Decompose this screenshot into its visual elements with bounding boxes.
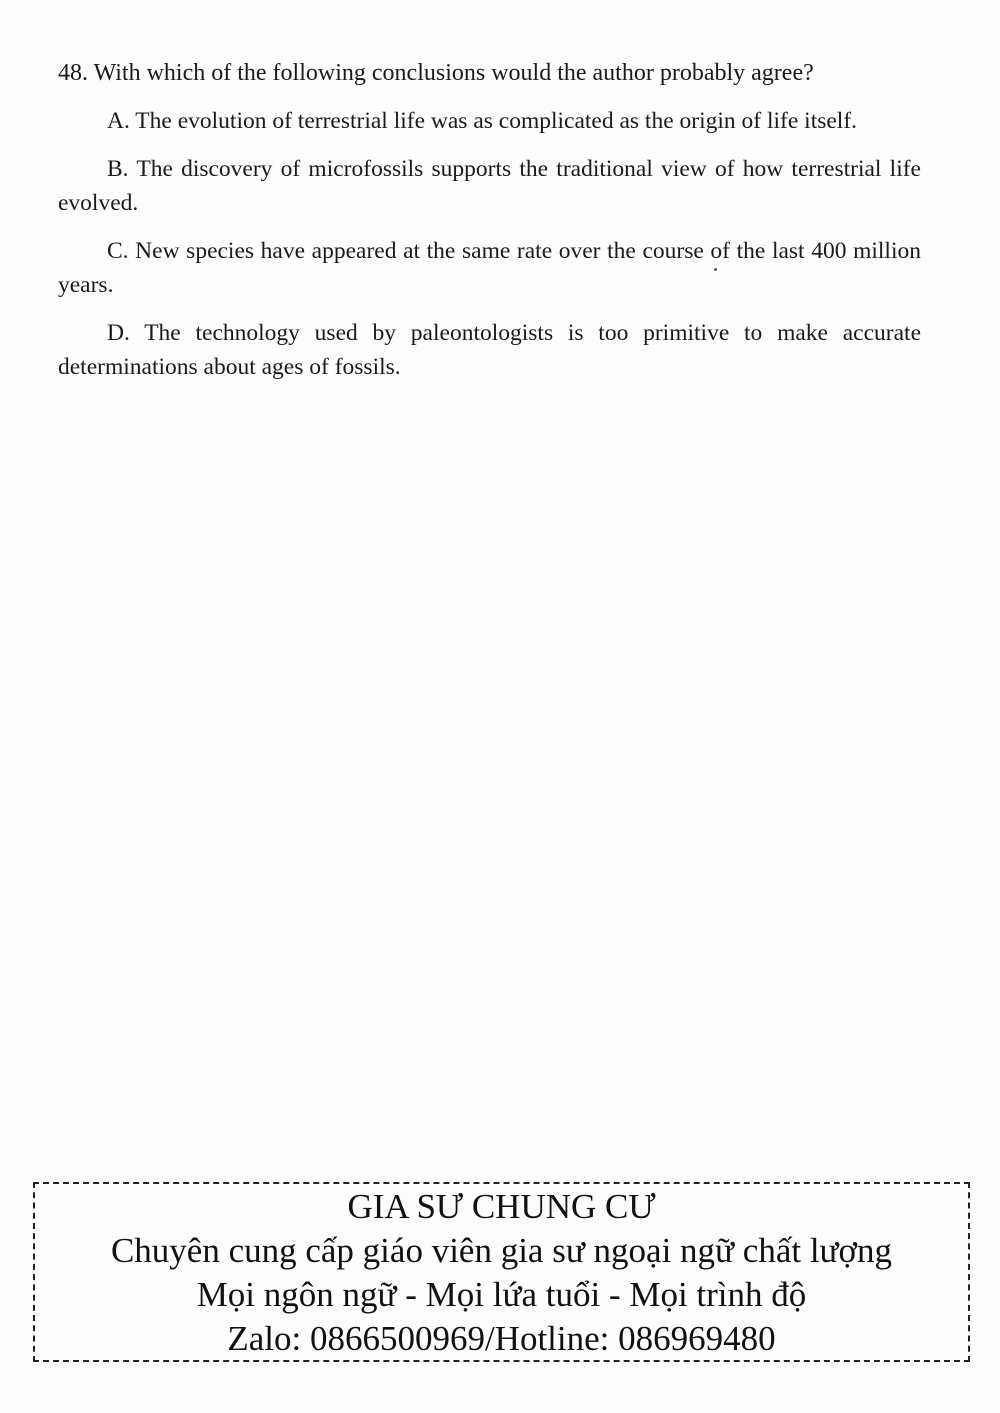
answer-option-a: A. The evolution of terrestrial life was as complicated as the origin of life itself.	[107, 108, 858, 134]
tutoring-advert-box	[33, 1182, 970, 1362]
advert-title: GIA SƯ CHUNG CƯ	[347, 1187, 656, 1226]
advert-contact: Zalo: 0866500969/Hotline: 086969480	[227, 1319, 776, 1358]
advert-audience: Mọi ngôn ngữ - Mọi lứa tuổi - Mọi trình độ	[196, 1275, 807, 1314]
question-48-prompt: 48. With which of the following conclusions would the author probably agree?	[58, 60, 814, 86]
answer-option-c: C. New species have appeared at the same rate over the course of the last 400 million years.	[58, 238, 921, 298]
scan-speck	[714, 268, 717, 271]
answer-option-d: D. The technology used by paleontologists is too primitive to make accurate determinations about ages of fossils.	[58, 320, 921, 380]
answer-option-b: B. The discovery of microfossils supports the traditional view of how terrestrial life evolved.	[58, 156, 921, 216]
advert-tagline: Chuyên cung cấp giáo viên gia sư ngoại ngữ chất lượng	[110, 1231, 893, 1270]
